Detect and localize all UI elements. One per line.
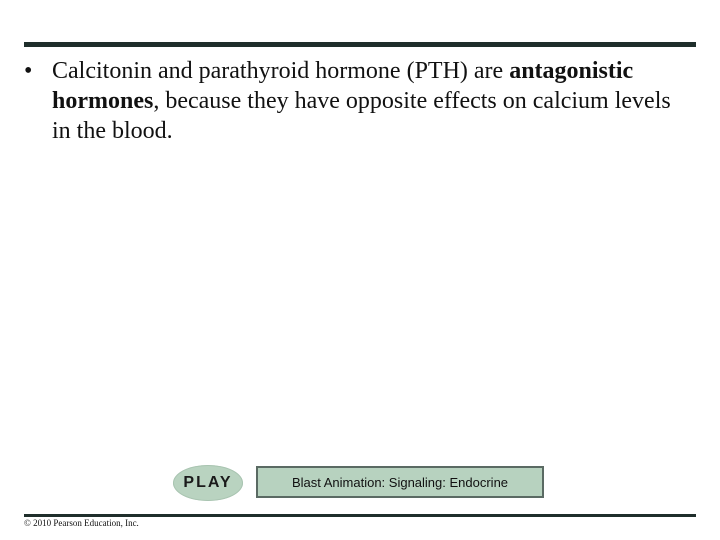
top-divider [24, 42, 696, 47]
bottom-divider [24, 514, 696, 517]
animation-link-button[interactable]: Blast Animation: Signaling: Endocrine [256, 466, 544, 498]
bullet-marker: • [24, 58, 33, 84]
bullet-text-part-1: Calcitonin and parathyroid hormone (PTH) are [52, 58, 510, 84]
bullet-item [24, 56, 694, 146]
copyright-notice: © 2010 Pearson Education, Inc. [24, 518, 139, 528]
bullet-bold-term: antagonistic hormones [52, 58, 634, 114]
bullet-text [52, 56, 694, 146]
play-button[interactable]: PLAY [173, 465, 243, 501]
bullet-list [24, 56, 694, 146]
bullet-text-part-2: , because they have opposite effects on calcium levels in the blood. [52, 88, 671, 144]
